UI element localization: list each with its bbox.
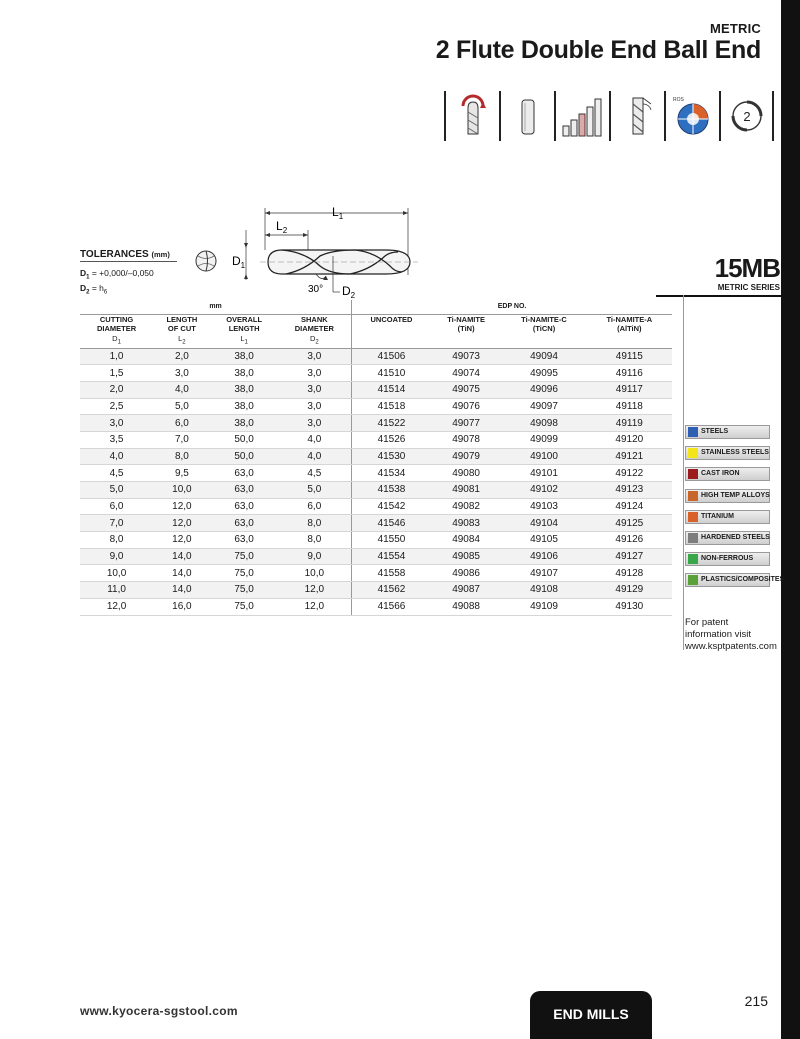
table-cell: 7,0 [153,431,211,448]
series-name: METRIC SERIES [717,283,780,292]
table-cell: 49088 [431,598,502,615]
table-cell: 49104 [501,515,586,532]
end-view-icon [196,251,216,271]
table-cell: 14,0 [153,548,211,565]
table-cell: 49126 [587,532,672,549]
patent-link[interactable]: www.ksptpatents.com [685,641,777,652]
table-cell: 6,0 [80,498,153,515]
table-cell: 49085 [431,548,502,565]
table-row [80,532,672,549]
table-cell: 1,0 [80,348,153,365]
l1-label: $L_1$ [332,205,344,221]
table-cell: 49102 [501,482,586,499]
table-body [80,348,672,615]
flute-count-label: 2 [742,109,751,124]
table-cell: 49124 [587,498,672,515]
table-cell: 41510 [352,365,431,382]
table-cell: 10,0 [153,482,211,499]
table-cell: 41542 [352,498,431,515]
material-high-temp-alloys: HIGH TEMP ALLOYS [685,489,770,503]
table-cell: 5,0 [153,398,211,415]
table-cell: 2,0 [80,381,153,398]
table-row [80,482,672,499]
table-row [80,498,672,515]
table-cell: 6,0 [153,415,211,432]
sidebar-divider [683,295,684,650]
table-column-header [80,314,672,348]
table-cell: 16,0 [153,598,211,615]
table-cell: 50,0 [211,431,278,448]
table-cell: 8,0 [278,532,352,549]
table-cell: 41562 [352,582,431,599]
table-cell: 75,0 [211,548,278,565]
table-cell: 8,0 [80,532,153,549]
material-swatch [688,575,698,585]
table-cell: 3,0 [278,381,352,398]
table-cell: 49129 [587,582,672,599]
table-cell: 41550 [352,532,431,549]
table-group-header [80,300,672,314]
material-plastics-composites: PLASTICS/COMPOSITES [685,573,770,587]
table-cell: 10,0 [278,565,352,582]
material-titanium: TITANIUM [685,510,770,524]
table-cell: 49084 [431,532,502,549]
table-cell: 49106 [501,548,586,565]
tool-dimension-drawing [190,200,430,300]
table-cell: 4,5 [80,465,153,482]
table-cell: 49081 [431,482,502,499]
table-cell: 12,0 [153,498,211,515]
column-header-7: Ti-NAMITE-A (AlTiN) [587,314,672,348]
tolerance-d1: $D_1 = +0,000/-0,050$ [80,268,154,281]
table-cell: 3,5 [80,431,153,448]
table-cell: 49087 [431,582,502,599]
table-cell: 49101 [501,465,586,482]
table-cell: 75,0 [211,565,278,582]
table-row [80,431,672,448]
ball-end-tool-icon [444,91,499,141]
material-legend [685,425,785,595]
group-edp: EDP NO. [352,300,672,314]
column-header-6: Ti-NAMITE-C (TiCN) [501,314,586,348]
material-stainless-steels: STAINLESS STEELS [685,446,770,460]
table-cell: 8,0 [278,515,352,532]
table-cell: 10,0 [80,565,153,582]
table-cell: 49103 [501,498,586,515]
table-cell: 49115 [587,348,672,365]
material-swatch [688,533,698,543]
table-cell: 49099 [501,431,586,448]
table-cell: 9,5 [153,465,211,482]
table-cell: 3,0 [278,348,352,365]
table-cell: 2,5 [80,398,153,415]
table-cell: 49094 [501,348,586,365]
table-cell: 12,0 [153,532,211,549]
material-steels: STEELS [685,425,770,439]
table-cell: 49109 [501,598,586,615]
table-cell: 49098 [501,415,586,432]
table-cell: 4,0 [278,431,352,448]
material-swatch [688,491,698,501]
column-header-4: UNCOATED [352,314,431,348]
table-row [80,365,672,382]
table-row [80,415,672,432]
section-tab: END MILLS [530,991,652,1039]
page-number: 215 [744,993,768,1009]
table-cell: 49125 [587,515,672,532]
tolerance-d2: $D_2 = h_6$ [80,283,108,296]
table-cell: 49086 [431,565,502,582]
table-row [80,348,672,365]
table-cell: 41538 [352,482,431,499]
table-cell: 11,0 [80,582,153,599]
column-header-3: SHANK DIAMETER $D_2$ [278,314,352,348]
material-cast-iron: CAST IRON [685,467,770,481]
table-cell: 49119 [587,415,672,432]
table-cell: 5,0 [80,482,153,499]
table-cell: 3,0 [278,415,352,432]
round-shank-icon [499,91,554,141]
table-cell: 49105 [501,532,586,549]
material-swatch [688,448,698,458]
table-cell: 49076 [431,398,502,415]
page-title: 2 Flute Double End Ball End [435,36,761,64]
table-cell: 38,0 [211,415,278,432]
d2-label: $D_2$ [342,284,356,300]
group-mm: mm [80,300,352,314]
table-cell: 50,0 [211,448,278,465]
table-cell: 9,0 [278,548,352,565]
table-row [80,548,672,565]
table-cell: 49079 [431,448,502,465]
table-cell: 38,0 [211,365,278,382]
table-cell: 12,0 [153,515,211,532]
table-cell: 41530 [352,448,431,465]
table-cell: 49073 [431,348,502,365]
table-cell: 3,0 [153,365,211,382]
table-row [80,565,672,582]
table-cell: 12,0 [278,598,352,615]
table-cell: 49117 [587,381,672,398]
table-cell: 4,0 [153,381,211,398]
column-header-0: CUTTING DIAMETER $D_1$ [80,314,153,348]
d1-label: $D_1$ [232,254,246,270]
table-cell: 49130 [587,598,672,615]
table-cell: 49078 [431,431,502,448]
material-swatch [688,554,698,564]
table-cell: 5,0 [278,482,352,499]
series-code: 15MB [714,253,780,283]
table-cell: 1,5 [80,365,153,382]
category-label: METRIC [709,21,761,36]
table-cell: 38,0 [211,348,278,365]
table-cell: 49121 [587,448,672,465]
feature-icon-strip [444,91,774,141]
tolerances-title: TOLERANCES (mm) [80,249,170,260]
material-swatch [688,427,698,437]
table-row [80,598,672,615]
table-cell: 14,0 [153,565,211,582]
l2-label: $L_2$ [276,219,288,235]
table-cell: 49074 [431,365,502,382]
table-cell: 4,5 [278,465,352,482]
table-cell: 63,0 [211,465,278,482]
table-row [80,465,672,482]
table-cell: 49116 [587,365,672,382]
table-cell: 38,0 [211,398,278,415]
table-cell: 4,0 [278,448,352,465]
table-row [80,515,672,532]
table-cell: 49122 [587,465,672,482]
table-cell: 75,0 [211,582,278,599]
helix-angle-label: 30° [308,284,324,295]
table-cell: 49107 [501,565,586,582]
helix-angle-icon [609,91,664,141]
table-cell: 49097 [501,398,586,415]
table-cell: 9,0 [80,548,153,565]
table-cell: 63,0 [211,498,278,515]
table-cell: 41546 [352,515,431,532]
table-cell: 12,0 [278,582,352,599]
table-cell: 41506 [352,348,431,365]
material-hardened-steels: HARDENED STEELS [685,531,770,545]
table-row [80,381,672,398]
material-swatch [688,469,698,479]
table-cell: 14,0 [153,582,211,599]
table-cell: 41518 [352,398,431,415]
column-header-5: Ti-NAMITE (TiN) [431,314,502,348]
table-cell: 49077 [431,415,502,432]
table-row [80,582,672,599]
table-cell: 6,0 [278,498,352,515]
column-header-2: OVERALL LENGTH $L_1$ [211,314,278,348]
table-cell: 49096 [501,381,586,398]
patent-note: For patent information visit www.ksptpatents.com [685,617,777,652]
series-divider [656,295,781,297]
table-cell: 41526 [352,431,431,448]
table-cell: 49083 [431,515,502,532]
table-cell: 49082 [431,498,502,515]
table-cell: 49075 [431,381,502,398]
table-cell: 41558 [352,565,431,582]
table-cell: 49080 [431,465,502,482]
table-cell: 8,0 [153,448,211,465]
table-row [80,448,672,465]
page-edge-bar [781,0,800,1039]
table-cell: 75,0 [211,598,278,615]
material-non-ferrous: NON-FERROUS [685,552,770,566]
table-cell: 49120 [587,431,672,448]
table-cell: 2,0 [153,348,211,365]
table-cell: 3,0 [80,415,153,432]
material-swatch [688,512,698,522]
column-header-1: LENGTH OF CUT $L_2$ [153,314,211,348]
table-cell: 38,0 [211,381,278,398]
table-cell: 41534 [352,465,431,482]
table-cell: 63,0 [211,515,278,532]
table-cell: 49095 [501,365,586,382]
tolerances-divider [80,261,177,262]
svg-text:ROS: ROS [672,97,684,103]
table-cell: 49128 [587,565,672,582]
table-cell: 49108 [501,582,586,599]
table-cell: 41522 [352,415,431,432]
table-cell: 4,0 [80,448,153,465]
length-bars-icon [554,91,609,141]
ros-globe-icon [664,91,719,141]
table-cell: 41514 [352,381,431,398]
table-cell: 3,0 [278,398,352,415]
table-cell: 49123 [587,482,672,499]
table-cell: 3,0 [278,365,352,382]
table-cell: 49127 [587,548,672,565]
table-cell: 12,0 [80,598,153,615]
table-cell: 49100 [501,448,586,465]
table-cell: 7,0 [80,515,153,532]
flute-count-icon [719,91,774,141]
table-row [80,398,672,415]
table-cell: 41554 [352,548,431,565]
table-cell: 63,0 [211,532,278,549]
footer-url[interactable]: www.kyocera-sgstool.com [80,1004,238,1018]
table-cell: 49118 [587,398,672,415]
table-cell: 41566 [352,598,431,615]
edp-table [80,300,672,616]
table-cell: 63,0 [211,482,278,499]
